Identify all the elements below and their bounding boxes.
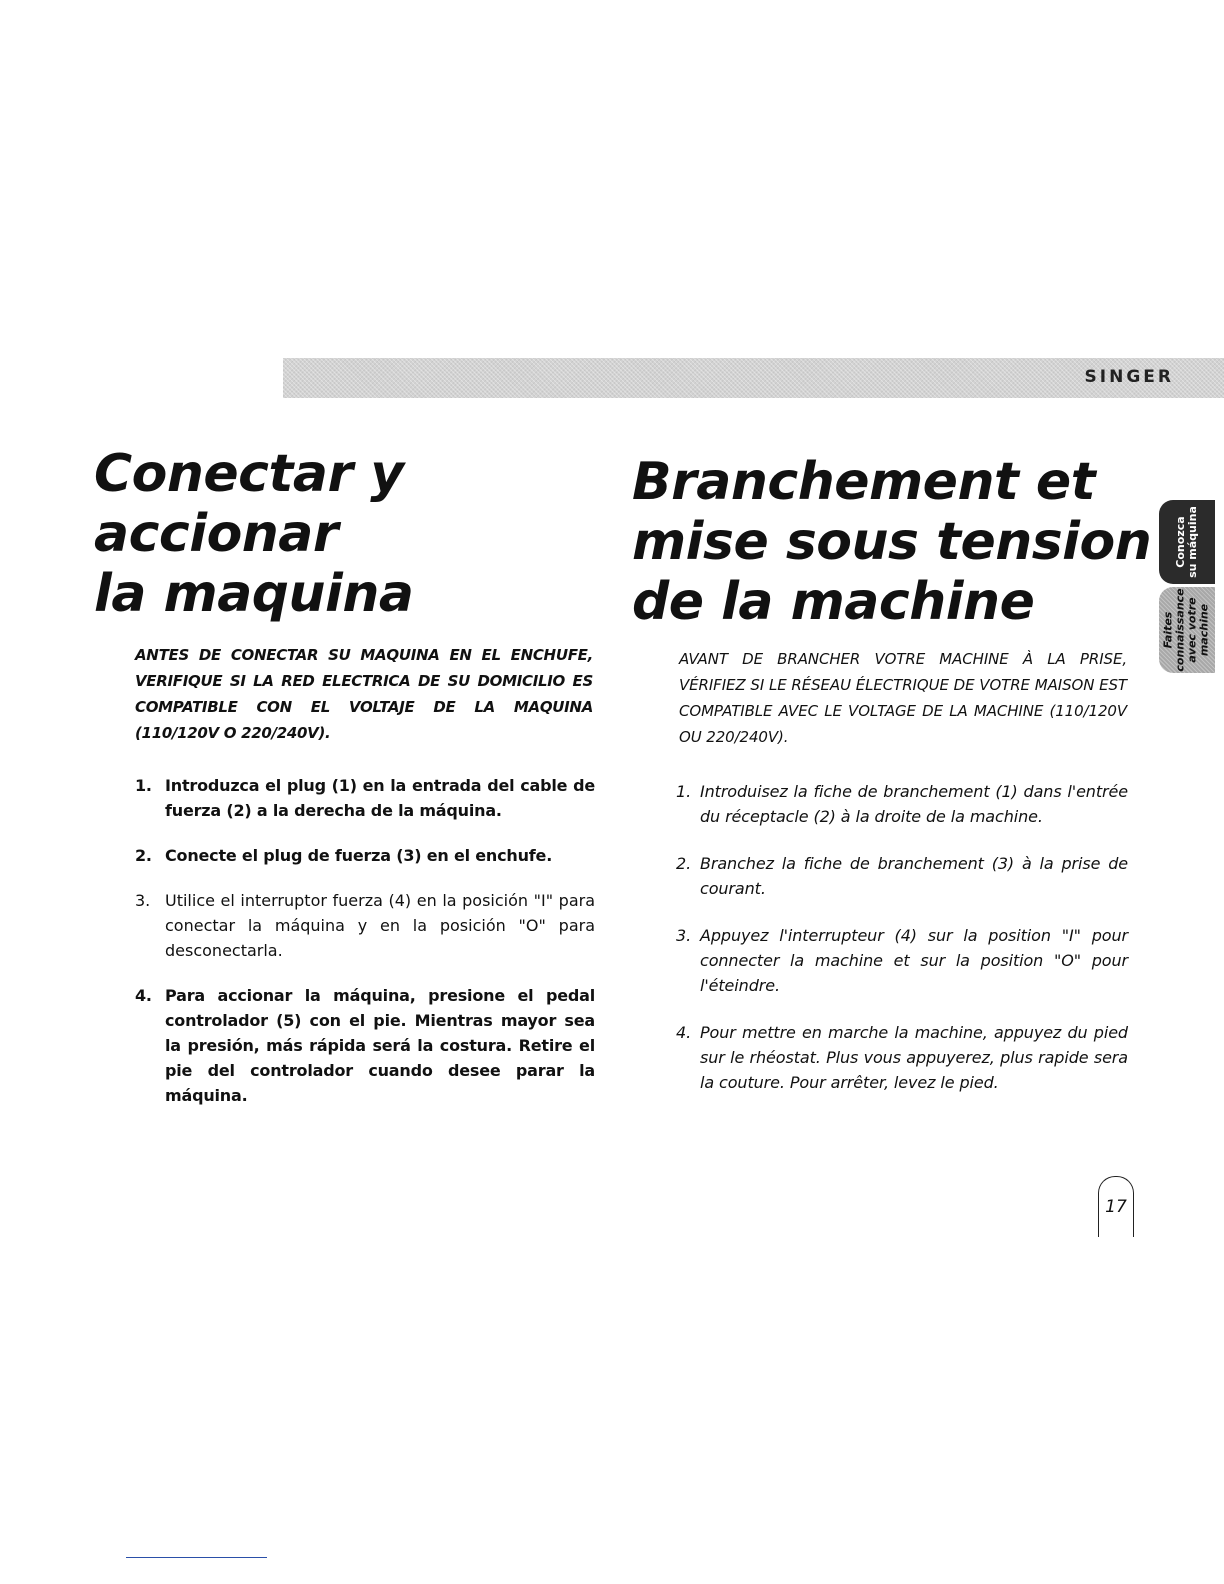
header-band: [283, 358, 1224, 398]
spanish-title: [94, 444, 413, 624]
step-text: Branchez la fiche de branchement (3) à la prise de courant.: [700, 854, 1128, 898]
section-tab-french-label: Faites connaissance avec votre machine: [1162, 588, 1212, 672]
french-steps-list: [676, 779, 1128, 1117]
french-voltage-warning: AVANT DE BRANCHER VOTRE MACHINE À LA PRISE, VÉRIFIEZ SI LE RÉSEAU ÉLECTRIQUE DE VOTRE MAISON EST COMPATIBLE AVEC LE VOLTAGE DE LA MACHINE (110/120V OU 220/240V).: [679, 650, 1127, 746]
spanish-title-line: Conectar y: [94, 444, 404, 504]
french-step: [676, 779, 1128, 829]
spanish-step: [135, 773, 595, 823]
spanish-title-line: accionar: [94, 504, 339, 564]
step-text: Pour mettre en marche la machine, appuyez du pied sur le rhéostat. Plus vous appuyerez, plus rapide sera la couture. Pour arrêter, levez le pied.: [700, 1023, 1128, 1092]
step-number: 4.: [676, 1023, 692, 1042]
step-text: Appuyez l'interrupteur (4) sur la position "I" pour connecter la machine et sur la position "O" pour l'éteindre.: [700, 926, 1128, 995]
french-title-line: mise sous tension: [632, 512, 1152, 572]
step-number: 1.: [135, 776, 152, 795]
step-text: Conecte el plug de fuerza (3) en el enchufe.: [165, 846, 553, 865]
french-title-line: de la machine: [632, 572, 1035, 632]
spanish-step: [135, 983, 595, 1108]
french-step: [676, 851, 1128, 901]
step-number: 2.: [135, 846, 152, 865]
french-title-line: Branchement et: [632, 452, 1096, 512]
section-tab-spanish-label: Conozca su máquina: [1174, 506, 1200, 578]
section-tab-french[interactable]: [1159, 587, 1215, 673]
step-number: 2.: [676, 854, 692, 873]
step-number: 1.: [676, 782, 692, 801]
step-text: Introduzca el plug (1) en la entrada del cable de fuerza (2) a la derecha de la máquina.: [165, 776, 595, 820]
spanish-title-line: la maquina: [94, 564, 414, 624]
step-text: Utilice el interruptor fuerza (4) en la posición "I" para conectar la máquina y en la posición "O" para desconectarla.: [165, 891, 595, 960]
step-number: 3.: [135, 891, 151, 910]
step-number: 3.: [676, 926, 692, 945]
step-text: Para accionar la máquina, presione el pedal controlador (5) con el pie. Mientras mayor sea la presión, más rápida será la costura. Retire el pie del controlador cuando desee parar la máquina.: [165, 986, 595, 1105]
step-text: Introduisez la fiche de branchement (1) dans l'entrée du réceptacle (2) à la droite de la machine.: [700, 782, 1128, 826]
step-number: 4.: [135, 986, 152, 1005]
french-title: [632, 452, 1151, 632]
page-number: 17: [1098, 1176, 1134, 1237]
spanish-steps-list: [135, 773, 595, 1128]
footer-divider: [126, 1557, 267, 1558]
section-tab-spanish[interactable]: [1159, 500, 1215, 584]
spanish-step: [135, 843, 595, 868]
spanish-step: [135, 888, 595, 963]
brand-logo: SINGER: [1084, 367, 1174, 387]
french-step: [676, 1020, 1128, 1095]
french-step: [676, 923, 1128, 998]
spanish-voltage-warning: ANTES DE CONECTAR SU MAQUINA EN EL ENCHUFE, VERIFIQUE SI LA RED ELECTRICA DE SU DOMICILIO ES COMPATIBLE CON EL VOLTAJE DE LA MAQUINA (110/120V O 220/240V).: [135, 646, 593, 742]
